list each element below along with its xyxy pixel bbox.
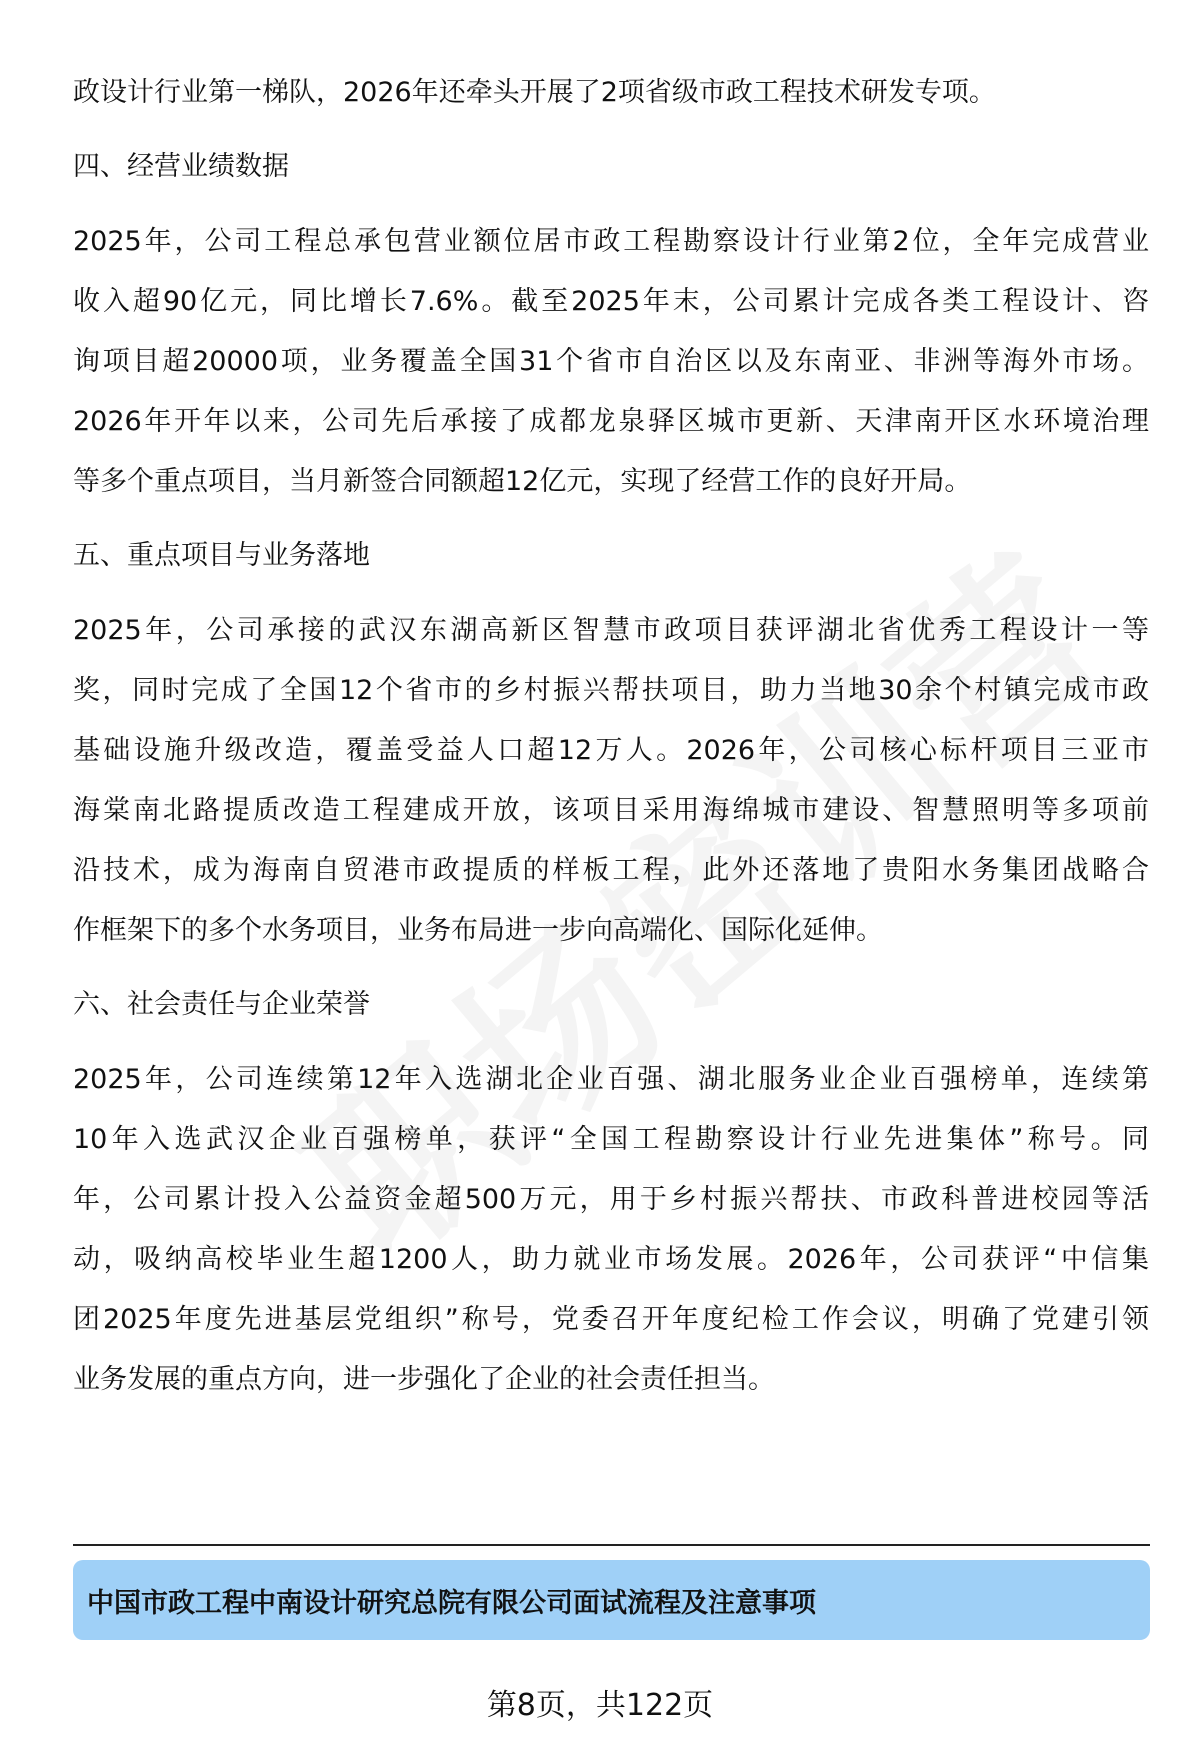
text-line: 等多个重点项目，当月新签合同额超12亿元，实现了经营工作的良好开局。	[73, 466, 972, 497]
document-body	[73, 63, 1149, 1410]
text-line: 2025年，公司工程总承包营业额位居市政工程勘察设计行业第2位，全年完成营业	[73, 226, 1149, 257]
section-heading: 五、重点项目与业务落地	[73, 540, 370, 571]
text-line: 作框架下的多个水务项目，业务布局进一步向高端化、国际化延伸。	[73, 915, 883, 946]
text-line: 业务发展的重点方向，进一步强化了企业的社会责任担当。	[73, 1364, 775, 1395]
section-paragraph	[73, 1050, 1149, 1410]
section-heading: 四、经营业绩数据	[73, 151, 289, 182]
banner-title: 中国市政工程中南设计研究总院有限公司面试流程及注意事项	[87, 1587, 816, 1619]
text-line: 收入超90亿元，同比增长7.6%。截至2025年末，公司累计完成各类工程设计、咨	[73, 286, 1149, 317]
page-number: 第8页，共122页	[486, 1688, 714, 1723]
text-line: 海棠南北路提质改造工程建成开放，该项目采用海绵城市建设、智慧照明等多项前	[73, 795, 1149, 826]
section-banner	[73, 1560, 1150, 1640]
section-paragraph	[73, 212, 1149, 512]
text-line: 询项目超20000项，业务覆盖全国31个省市自治区以及东南亚、非洲等海外市场。	[73, 346, 1149, 377]
intro-paragraph	[73, 63, 1149, 123]
text-line: 10年入选武汉企业百强榜单，获评“全国工程勘察设计行业先进集体”称号。同	[73, 1124, 1149, 1155]
text-line: 2025年，公司连续第12年入选湖北企业百强、湖北服务业企业百强榜单，连续第	[73, 1064, 1149, 1095]
divider	[73, 1544, 1150, 1546]
text-line: 政设计行业第一梯队，2026年还牵头开展了2项省级市政工程技术研发专项。	[73, 77, 996, 108]
text-line: 基础设施升级改造，覆盖受益人口超12万人。2026年，公司核心标杆项目三亚市	[73, 735, 1149, 766]
text-line: 2025年，公司承接的武汉东湖高新区智慧市政项目获评湖北省优秀工程设计一等	[73, 615, 1149, 646]
section-heading: 六、社会责任与企业荣誉	[73, 989, 370, 1020]
text-line: 2026年开年以来，公司先后承接了成都龙泉驿区城市更新、天津南开区水环境治理	[73, 406, 1149, 437]
text-line: 团2025年度先进基层党组织”称号，党委召开年度纪检工作会议，明确了党建引领	[73, 1304, 1149, 1335]
text-line: 沿技术，成为海南自贸港市政提质的样板工程，此外还落地了贵阳水务集团战略合	[73, 855, 1149, 886]
section-paragraph	[73, 601, 1149, 961]
text-line: 奖，同时完成了全国12个省市的乡村振兴帮扶项目，助力当地30余个村镇完成市政	[73, 675, 1149, 706]
text-line: 年，公司累计投入公益资金超500万元，用于乡村振兴帮扶、市政科普进校园等活	[73, 1184, 1149, 1215]
text-line: 动，吸纳高校毕业生超1200人，助力就业市场发展。2026年，公司获评“中信集	[73, 1244, 1149, 1275]
